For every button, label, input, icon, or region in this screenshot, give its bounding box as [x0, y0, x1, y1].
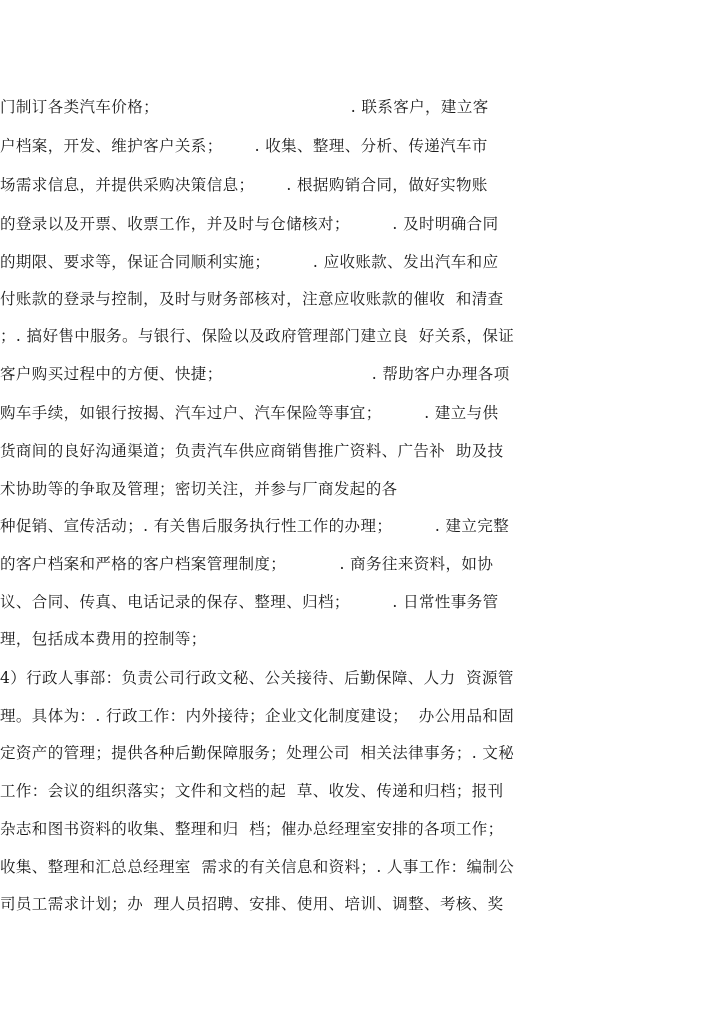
text-line-11: 术协助等的争取及管理；密切关注，并参与厂商发起的各: [0, 480, 398, 498]
text-line-8: 客户购买过程中的方便、快捷； . 帮助客户办理各项: [0, 365, 510, 383]
text-line-16: 4）行政人事部：负责公司行政文秘、公关接待、后勤保障、人力 资源管: [0, 669, 514, 687]
text-line-21: 收集、整理和汇总总经理室 需求的有关信息和资料；. 人事工作：编制公: [0, 858, 515, 876]
text-line-20: 杂志和图书资料的收集、整理和归 档；催办总经理室安排的各项工作；: [0, 820, 504, 838]
text-line-13: 的客户档案和严格的客户档案管理制度； . 商务往来资料，如协: [0, 555, 494, 573]
text-line-14: 议、合同、传真、电话记录的保存、整理、归档； . 日常性事务管: [0, 593, 499, 611]
text-line-5: 的期限、要求等，保证合同顺利实施； . 应收账款、发出汽车和应: [0, 253, 499, 271]
text-line-7: ；. 搞好售中服务。与银行、保险以及政府管理部门建立良 好关系，保证: [0, 327, 515, 345]
text-line-6: 付账款的登录与控制，及时与财务部核对，注意应收账款的催收 和清查: [0, 290, 504, 308]
text-line-1: 门制订各类汽车价格； . 联系客户，建立客: [0, 98, 489, 116]
text-line-17: 理。具体为：. 行政工作：内外接待；企业文化制度建设； 办公用品和固: [0, 707, 515, 725]
text-line-4: 的登录以及开票、收票工作，并及时与仓储核对； . 及时明确合同: [0, 215, 499, 233]
text-line-19: 工作：会议的组织落实；文件和文档的起 草、收发、传递和归档；报刊: [0, 782, 504, 800]
text-line-18: 定资产的管理；提供各种后勤保障服务；处理公司 相关法律事务；. 文秘: [0, 744, 515, 762]
text-line-10: 货商间的良好沟通渠道；负责汽车供应商销售推广资料、广告补 助及技: [0, 442, 504, 460]
text-line-12: 种促销、宣传活动；. 有关售后服务执行性工作的办理； . 建立完整: [0, 517, 510, 535]
text-line-2: 户档案，开发、维护客户关系； . 收集、整理、分析、传递汽车市: [0, 137, 488, 155]
text-line-15: 理，包括成本费用的控制等；: [0, 630, 207, 648]
text-line-9: 购车手续，如银行按揭、汽车过户、汽车保险等事宜； . 建立与供: [0, 404, 499, 422]
text-line-22: 司员工需求计划；办 理人员招聘、安排、使用、培训、调整、考核、奖: [0, 895, 504, 913]
text-line-3: 场需求信息，并提供采购决策信息； . 根据购销合同，做好实物账: [0, 176, 488, 194]
